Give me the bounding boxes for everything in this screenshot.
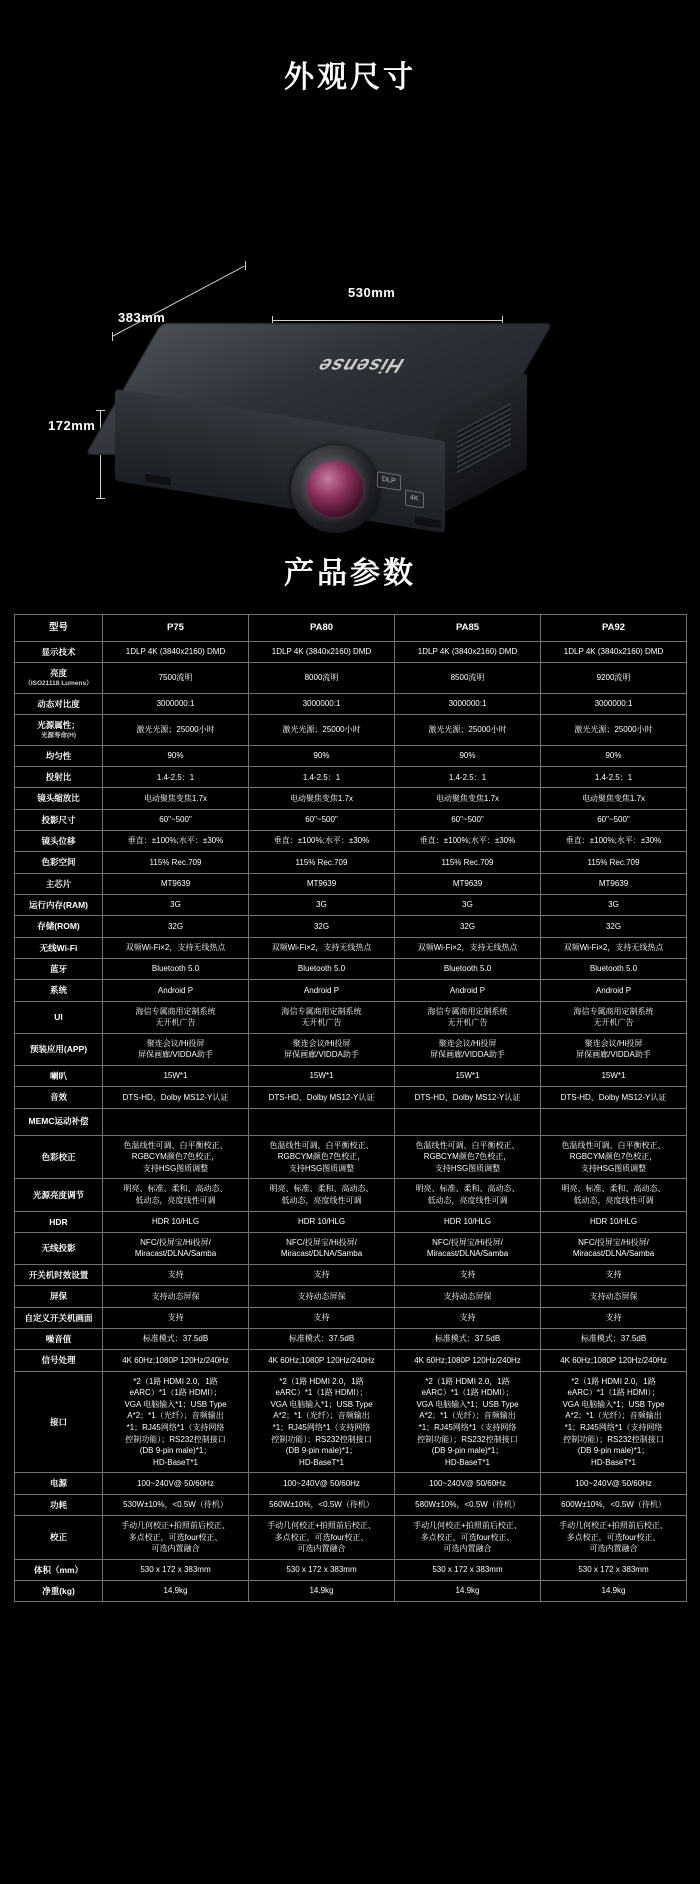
- table-row: [15, 1108, 687, 1135]
- table-cell: 双频Wi-Fi×2，支持无线热点: [541, 937, 687, 958]
- table-cell: 海信专属商用定制系统 无开机广告: [541, 1001, 687, 1033]
- table-cell: 激光光源；25000小时: [103, 715, 249, 746]
- row-label: 体积（mm）: [15, 1559, 103, 1580]
- table-row: [15, 1307, 687, 1328]
- table-cell: 14.9kg: [541, 1581, 687, 1602]
- table-cell: 聚连会议/Hi投屏 屏保画廊/VIDDA助手: [541, 1033, 687, 1065]
- row-label: 自定义开关机画面: [15, 1307, 103, 1328]
- spec-table-wrapper: [14, 614, 686, 1602]
- row-label: MEMC运动补偿: [15, 1108, 103, 1135]
- table-cell: 电动聚焦变焦1.7x: [249, 788, 395, 809]
- table-cell: 支持动态屏保: [249, 1286, 395, 1307]
- table-cell: 海信专属商用定制系统 无开机广告: [395, 1001, 541, 1033]
- table-row: [15, 916, 687, 937]
- table-cell: *2（1路 HDMI 2.0，1路 eARC）*1（1路 HDMI）； VGA 电脑输入*1；USB Type A*2；*1（光纤）；音频输出 *1；RJ45网络*1（支持网络 控制功能）；RS232控制接口 (DB 9-pin male)*1； HD-BaseT*1: [541, 1371, 687, 1473]
- table-cell: 支持: [541, 1265, 687, 1286]
- table-cell: 海信专属商用定制系统 无开机广告: [103, 1001, 249, 1033]
- table-cell: 530W±10%，<0.5W（待机）: [103, 1494, 249, 1515]
- table-cell: Bluetooth 5.0: [249, 958, 395, 979]
- table-row: [15, 1473, 687, 1494]
- table-row: [15, 693, 687, 714]
- table-cell: 9200流明: [541, 663, 687, 694]
- table-cell: 垂直：±100%;水平：±30%: [395, 831, 541, 852]
- table-cell: 双频Wi-Fi×2，支持无线热点: [103, 937, 249, 958]
- table-cell: Android P: [249, 980, 395, 1001]
- section-title-spec: 产品参数: [284, 557, 416, 590]
- table-cell: 双频Wi-Fi×2，支持无线热点: [249, 937, 395, 958]
- table-cell: 激光光源；25000小时: [541, 715, 687, 746]
- row-label: 功耗: [15, 1494, 103, 1515]
- table-cell: 32G: [103, 916, 249, 937]
- table-cell: 手动几何校正+拍照前后校正、 多点校正，可选four校正、 可选内置融合: [103, 1516, 249, 1560]
- table-cell: 标准模式：37.5dB: [249, 1329, 395, 1350]
- table-cell: 32G: [249, 916, 395, 937]
- table-cell: HDR 10/HLG: [541, 1211, 687, 1232]
- table-row: [15, 788, 687, 809]
- table-cell: 色温线性可调、白平衡校正、 RGBCYM颜色7色校正， 支持HSG图质调整: [103, 1135, 249, 1179]
- table-cell: 90%: [103, 745, 249, 766]
- table-cell: 3000000:1: [249, 693, 395, 714]
- table-cell: 聚连会议/Hi投屏 屏保画廊/VIDDA助手: [395, 1033, 541, 1065]
- row-label: 系统: [15, 980, 103, 1001]
- row-label: 投影尺寸: [15, 809, 103, 830]
- table-cell: 支持: [395, 1265, 541, 1286]
- table-row: [15, 1211, 687, 1232]
- table-cell: Bluetooth 5.0: [103, 958, 249, 979]
- table-cell: 530 x 172 x 383mm: [103, 1559, 249, 1580]
- table-cell: Android P: [103, 980, 249, 1001]
- table-cell: 3G: [103, 895, 249, 916]
- table-cell: NFC/投屏宝/Hi投屏/ Miracast/DLNA/Samba: [395, 1232, 541, 1264]
- table-cell: 垂直：±100%;水平：±30%: [103, 831, 249, 852]
- spec-table: [14, 614, 687, 1602]
- table-cell: [541, 1108, 687, 1135]
- table-cell: DTS-HD、Dolby MS12-Y认证: [395, 1087, 541, 1108]
- table-cell: *2（1路 HDMI 2.0，1路 eARC）*1（1路 HDMI）； VGA 电脑输入*1；USB Type A*2；*1（光纤）；音频输出 *1；RJ45网络*1（支持网络 控制功能）；RS232控制接口 (DB 9-pin male)*1； HD-BaseT*1: [249, 1371, 395, 1473]
- table-header-model-p75: P75: [103, 615, 249, 642]
- table-cell: Bluetooth 5.0: [541, 958, 687, 979]
- dimension-height-tick-top: [96, 410, 105, 411]
- table-cell: 15W*1: [249, 1065, 395, 1086]
- table-cell: *2（1路 HDMI 2.0，1路 eARC）*1（1路 HDMI）； VGA 电脑输入*1；USB Type A*2；*1（光纤）；音频输出 *1；RJ45网络*1（支持网络 控制功能）；RS232控制接口 (DB 9-pin male)*1； HD-BaseT*1: [395, 1371, 541, 1473]
- table-cell: DTS-HD、Dolby MS12-Y认证: [249, 1087, 395, 1108]
- table-cell: 115% Rec.709: [103, 852, 249, 873]
- table-row: [15, 767, 687, 788]
- table-cell: 标准模式：37.5dB: [395, 1329, 541, 1350]
- table-cell: 4K 60Hz;1080P 120Hz/240Hz: [103, 1350, 249, 1371]
- table-cell: 电动聚焦变焦1.7x: [103, 788, 249, 809]
- row-label: 蓝牙: [15, 958, 103, 979]
- table-cell: 明亮、标准、柔和、高动态、 低动态，亮度线性可调: [103, 1179, 249, 1211]
- table-cell: 560W±10%，<0.5W（待机）: [249, 1494, 395, 1515]
- table-cell: 色温线性可调、白平衡校正、 RGBCYM颜色7色校正， 支持HSG图质调整: [541, 1135, 687, 1179]
- table-cell: 8500流明: [395, 663, 541, 694]
- table-cell: 3000000:1: [103, 693, 249, 714]
- dlp-badge: DLP: [377, 471, 401, 490]
- table-cell: 支持: [249, 1307, 395, 1328]
- row-label: 光源亮度调节: [15, 1179, 103, 1211]
- table-cell: [249, 1108, 395, 1135]
- table-cell: 15W*1: [541, 1065, 687, 1086]
- table-cell: 3G: [249, 895, 395, 916]
- table-cell: NFC/投屏宝/Hi投屏/ Miracast/DLNA/Samba: [541, 1232, 687, 1264]
- table-cell: 100~240V@ 50/60Hz: [249, 1473, 395, 1494]
- table-cell: 1.4-2.5：1: [395, 767, 541, 788]
- table-cell: 支持: [103, 1307, 249, 1328]
- table-cell: 4K 60Hz;1080P 120Hz/240Hz: [541, 1350, 687, 1371]
- table-cell: 90%: [249, 745, 395, 766]
- table-cell: 3G: [541, 895, 687, 916]
- dimension-height-tick-bottom: [96, 498, 105, 499]
- table-row: [15, 1001, 687, 1033]
- table-cell: 530 x 172 x 383mm: [249, 1559, 395, 1580]
- table-cell: 支持: [541, 1307, 687, 1328]
- spec-table-body: [15, 641, 687, 1602]
- table-cell: Bluetooth 5.0: [395, 958, 541, 979]
- table-cell: 100~240V@ 50/60Hz: [541, 1473, 687, 1494]
- table-row: [15, 663, 687, 694]
- table-cell: HDR 10/HLG: [103, 1211, 249, 1232]
- row-label: 无线投影: [15, 1232, 103, 1264]
- table-cell: Android P: [541, 980, 687, 1001]
- row-label: 运行内存(RAM): [15, 895, 103, 916]
- table-cell: 支持动态屏保: [395, 1286, 541, 1307]
- table-header-model-pa80: PA80: [249, 615, 395, 642]
- table-cell: 1.4-2.5：1: [541, 767, 687, 788]
- table-cell: 标准模式：37.5dB: [103, 1329, 249, 1350]
- table-cell: 明亮、标准、柔和、高动态、 低动态，亮度线性可调: [395, 1179, 541, 1211]
- table-cell: 电动聚焦变焦1.7x: [541, 788, 687, 809]
- table-row: [15, 873, 687, 894]
- table-row: [15, 958, 687, 979]
- appearance-illustration: [0, 130, 700, 530]
- table-cell: [395, 1108, 541, 1135]
- table-row: [15, 852, 687, 873]
- dimension-width-label: 530mm: [348, 285, 396, 300]
- table-row: [15, 1065, 687, 1086]
- projector-foot-left: [145, 474, 171, 486]
- table-row: [15, 809, 687, 830]
- table-cell: 60"~500": [249, 809, 395, 830]
- table-cell: 580W±10%，<0.5W（待机）: [395, 1494, 541, 1515]
- table-row: [15, 1033, 687, 1065]
- table-cell: 激光光源；25000小时: [395, 715, 541, 746]
- table-header-model-pa85: PA85: [395, 615, 541, 642]
- row-label: 显示技术: [15, 641, 103, 662]
- dimension-depth-tick-right: [245, 261, 246, 270]
- table-row: [15, 745, 687, 766]
- table-cell: 垂直：±100%;水平：±30%: [541, 831, 687, 852]
- projector-foot-right: [415, 516, 441, 528]
- table-cell: MT9639: [103, 873, 249, 894]
- table-row: [15, 1087, 687, 1108]
- table-cell: *2（1路 HDMI 2.0，1路 eARC）*1（1路 HDMI）； VGA 电脑输入*1；USB Type A*2；*1（光纤）；音频输出 *1；RJ45网络*1（支持网络 控制功能）；RS232控制接口 (DB 9-pin male)*1； HD-BaseT*1: [103, 1371, 249, 1473]
- row-label: 信号处理: [15, 1350, 103, 1371]
- row-label: 存储(ROM): [15, 916, 103, 937]
- table-cell: 530 x 172 x 383mm: [541, 1559, 687, 1580]
- table-cell: 14.9kg: [103, 1581, 249, 1602]
- table-cell: 1DLP 4K (3840x2160) DMD: [541, 641, 687, 662]
- table-cell: 手动几何校正+拍照前后校正、 多点校正，可选four校正、 可选内置融合: [395, 1516, 541, 1560]
- table-cell: 115% Rec.709: [249, 852, 395, 873]
- table-cell: 色温线性可调、白平衡校正、 RGBCYM颜色7色校正， 支持HSG图质调整: [249, 1135, 395, 1179]
- table-cell: 60"~500": [541, 809, 687, 830]
- table-cell: 90%: [395, 745, 541, 766]
- dimension-depth-label: 383mm: [118, 310, 166, 325]
- row-label: 镜头缩放比: [15, 788, 103, 809]
- row-label: 净重(kg): [15, 1581, 103, 1602]
- row-label: 喇叭: [15, 1065, 103, 1086]
- table-cell: 32G: [541, 916, 687, 937]
- table-row: [15, 980, 687, 1001]
- row-label: 色彩空间: [15, 852, 103, 873]
- table-cell: 支持动态屏保: [103, 1286, 249, 1307]
- table-cell: 15W*1: [395, 1065, 541, 1086]
- row-label: 无线Wi-Fi: [15, 937, 103, 958]
- table-row: [15, 895, 687, 916]
- row-label: 音效: [15, 1087, 103, 1108]
- row-label: 屏保: [15, 1286, 103, 1307]
- table-cell: 100~240V@ 50/60Hz: [103, 1473, 249, 1494]
- table-cell: 1.4-2.5：1: [103, 767, 249, 788]
- table-cell: 115% Rec.709: [395, 852, 541, 873]
- table-cell: 1DLP 4K (3840x2160) DMD: [103, 641, 249, 662]
- table-cell: 手动几何校正+拍照前后校正、 多点校正，可选four校正、 可选内置融合: [541, 1516, 687, 1560]
- table-cell: 色温线性可调、白平衡校正、 RGBCYM颜色7色校正， 支持HSG图质调整: [395, 1135, 541, 1179]
- lens-glass: [307, 461, 363, 517]
- table-cell: 1DLP 4K (3840x2160) DMD: [395, 641, 541, 662]
- table-row: [15, 1371, 687, 1473]
- table-cell: 1.4-2.5：1: [249, 767, 395, 788]
- table-cell: 60"~500": [103, 809, 249, 830]
- projector-image: [105, 305, 605, 535]
- table-cell: 8000流明: [249, 663, 395, 694]
- table-cell: HDR 10/HLG: [249, 1211, 395, 1232]
- table-cell: Android P: [395, 980, 541, 1001]
- table-row: [15, 641, 687, 662]
- table-cell: 115% Rec.709: [541, 852, 687, 873]
- table-cell: 3G: [395, 895, 541, 916]
- table-cell: MT9639: [541, 873, 687, 894]
- table-cell: 支持动态屏保: [541, 1286, 687, 1307]
- table-cell: 明亮、标准、柔和、高动态、 低动态，亮度线性可调: [249, 1179, 395, 1211]
- table-row: [15, 1232, 687, 1264]
- row-label: 光源属性； 光源寿命(H): [15, 715, 103, 746]
- section-title-appearance: 外观尺寸: [284, 61, 416, 94]
- table-cell: 激光光源；25000小时: [249, 715, 395, 746]
- table-cell: HDR 10/HLG: [395, 1211, 541, 1232]
- table-row: [15, 1581, 687, 1602]
- table-cell: [103, 1108, 249, 1135]
- table-row: [15, 1494, 687, 1515]
- row-label: HDR: [15, 1211, 103, 1232]
- table-cell: NFC/投屏宝/Hi投屏/ Miracast/DLNA/Samba: [103, 1232, 249, 1264]
- table-row: [15, 1350, 687, 1371]
- table-cell: NFC/投屏宝/Hi投屏/ Miracast/DLNA/Samba: [249, 1232, 395, 1264]
- table-cell: DTS-HD、Dolby MS12-Y认证: [541, 1087, 687, 1108]
- table-cell: 1DLP 4K (3840x2160) DMD: [249, 641, 395, 662]
- table-cell: 标准模式：37.5dB: [541, 1329, 687, 1350]
- row-label: 开关机时效设置: [15, 1265, 103, 1286]
- table-cell: 手动几何校正+拍照前后校正、 多点校正，可选four校正、 可选内置融合: [249, 1516, 395, 1560]
- table-cell: 支持: [103, 1265, 249, 1286]
- row-label: UI: [15, 1001, 103, 1033]
- table-cell: 明亮、标准、柔和、高动态、 低动态，亮度线性可调: [541, 1179, 687, 1211]
- row-label: 接口: [15, 1371, 103, 1473]
- table-header-row: [15, 615, 687, 642]
- table-row: [15, 1286, 687, 1307]
- table-cell: 14.9kg: [249, 1581, 395, 1602]
- dimension-height-label: 172mm: [48, 418, 96, 433]
- table-row: [15, 831, 687, 852]
- row-label: 亮度 （ISO21118 Lumens）: [15, 663, 103, 694]
- row-label: 主芯片: [15, 873, 103, 894]
- table-cell: 垂直：±100%;水平：±30%: [249, 831, 395, 852]
- table-cell: 聚连会议/Hi投屏 屏保画廊/VIDDA助手: [249, 1033, 395, 1065]
- row-label: 动态对比度: [15, 693, 103, 714]
- row-label: 镜头位移: [15, 831, 103, 852]
- projector-lens: [291, 445, 379, 533]
- table-cell: MT9639: [249, 873, 395, 894]
- 4k-badge: 4K: [405, 490, 424, 509]
- row-label-sub: 光源寿命(H): [40, 732, 77, 740]
- table-cell: 支持: [395, 1307, 541, 1328]
- table-cell: DTS-HD、Dolby MS12-Y认证: [103, 1087, 249, 1108]
- table-cell: 聚连会议/Hi投屏 屏保画廊/VIDDA助手: [103, 1033, 249, 1065]
- table-cell: 14.9kg: [395, 1581, 541, 1602]
- table-row: [15, 1179, 687, 1211]
- table-header-model-pa92: PA92: [541, 615, 687, 642]
- table-row: [15, 1559, 687, 1580]
- table-cell: 7500流明: [103, 663, 249, 694]
- row-label: 校正: [15, 1516, 103, 1560]
- brand-logo: Hisense: [312, 354, 409, 376]
- table-cell: 4K 60Hz;1080P 120Hz/240Hz: [395, 1350, 541, 1371]
- table-header-model: 型号: [15, 615, 103, 642]
- table-cell: 32G: [395, 916, 541, 937]
- table-cell: 双频Wi-Fi×2，支持无线热点: [395, 937, 541, 958]
- table-cell: 3000000:1: [395, 693, 541, 714]
- table-row: [15, 1135, 687, 1179]
- table-cell: 100~240V@ 50/60Hz: [395, 1473, 541, 1494]
- table-cell: 海信专属商用定制系统 无开机广告: [249, 1001, 395, 1033]
- table-row: [15, 1265, 687, 1286]
- table-cell: 支持: [249, 1265, 395, 1286]
- row-label: 噪音值: [15, 1329, 103, 1350]
- table-row: [15, 715, 687, 746]
- table-cell: 电动聚焦变焦1.7x: [395, 788, 541, 809]
- table-cell: MT9639: [395, 873, 541, 894]
- table-row: [15, 1329, 687, 1350]
- table-cell: 15W*1: [103, 1065, 249, 1086]
- table-cell: 4K 60Hz;1080P 120Hz/240Hz: [249, 1350, 395, 1371]
- table-cell: 90%: [541, 745, 687, 766]
- table-cell: 530 x 172 x 383mm: [395, 1559, 541, 1580]
- row-label-sub: （ISO21118 Lumens）: [24, 680, 93, 688]
- row-label: 投射比: [15, 767, 103, 788]
- table-cell: 60"~500": [395, 809, 541, 830]
- row-label: 预装应用(APP): [15, 1033, 103, 1065]
- table-cell: 3000000:1: [541, 693, 687, 714]
- row-label: 色彩校正: [15, 1135, 103, 1179]
- table-cell: 600W±10%，<0.5W（待机）: [541, 1494, 687, 1515]
- table-row: [15, 937, 687, 958]
- table-row: [15, 1516, 687, 1560]
- row-label: 均匀性: [15, 745, 103, 766]
- row-label: 电源: [15, 1473, 103, 1494]
